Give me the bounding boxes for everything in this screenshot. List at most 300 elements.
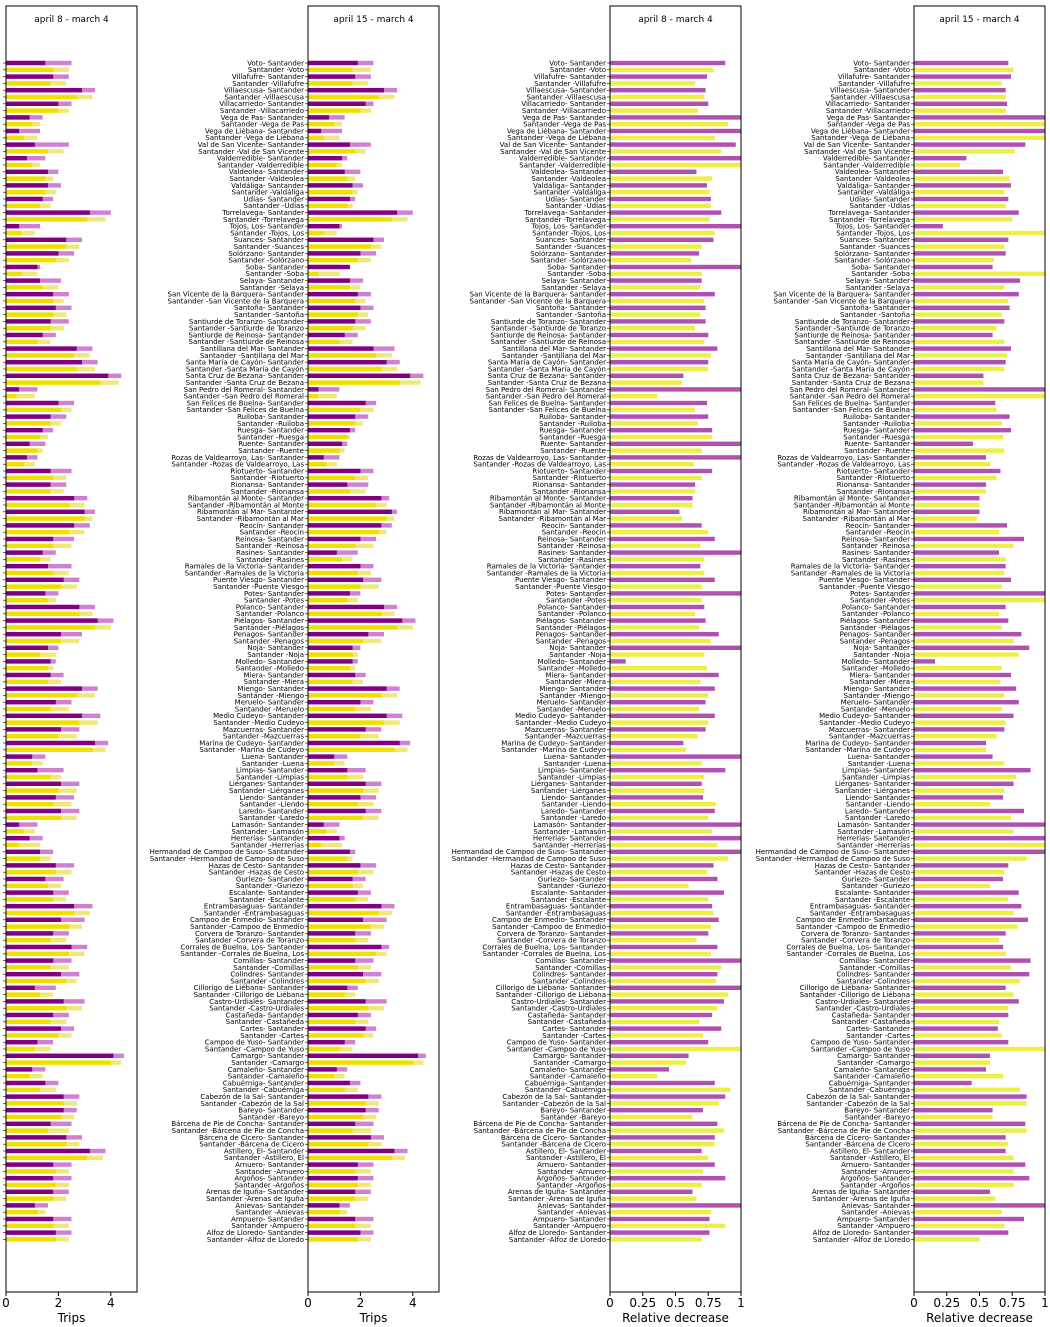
category-label: Valdeolea- Santander [530, 168, 606, 177]
x-tick-label: 0 [2, 1296, 10, 1310]
category-label: Rasines- Santander [841, 549, 910, 557]
bar [308, 136, 324, 140]
bar [610, 1094, 725, 1098]
category-label: Escalante- Santander [531, 889, 606, 897]
bar [6, 734, 58, 738]
category-label: Santander -Rozas de Valdearroyo, Las [171, 460, 304, 469]
category-label: Santa Cruz de Bezana- Santander [185, 372, 304, 381]
bar [914, 102, 1007, 106]
category-label: Santander -Riotuerto [230, 474, 304, 483]
category-label: Santander -Ramales de la Victoria [184, 569, 304, 578]
category-label: Santander -Rionansa [230, 487, 304, 496]
bar [6, 571, 53, 575]
bar [914, 693, 1004, 697]
bar [914, 312, 1002, 316]
bar [914, 1060, 990, 1064]
category-label: Santander -Hermandad de Campoo de Suso [755, 855, 910, 863]
category-label: Santander -Valderredible [519, 161, 606, 170]
category-label: San Vicente de la Barquera- Santander [469, 290, 606, 299]
category-label: Reinosa- Santander [537, 535, 606, 544]
category-label: Ampuero- Santander [533, 1215, 606, 1224]
bar [610, 897, 708, 901]
bar [610, 1210, 711, 1214]
bar [610, 163, 741, 167]
category-label: Tojos, Los- Santander [229, 222, 304, 231]
bar [6, 1067, 32, 1071]
bar [914, 945, 1003, 949]
category-label: Santander -Bárcena de Cicero [199, 1140, 304, 1149]
bar [610, 115, 741, 119]
category-label: Villacarriedo- Santander [219, 100, 304, 109]
category-label: Santander -Ramales de la Victoria [486, 569, 606, 578]
category-label: Meruelo- Santander [234, 698, 304, 707]
bar [6, 632, 61, 636]
category-label: Ruesga- Santander [539, 426, 606, 435]
bar [610, 659, 626, 663]
bar [6, 1128, 48, 1132]
bar [6, 557, 40, 561]
category-label: Santander -Castro-Urdiales [815, 1004, 910, 1013]
bar [914, 537, 1024, 541]
bar [610, 197, 711, 201]
category-label: Santander -Astillero, El [525, 1154, 606, 1163]
category-label: Soba- Santander [547, 263, 606, 272]
bar [6, 476, 53, 480]
bar [308, 312, 358, 316]
bar [6, 625, 95, 629]
category-label: Santander -Tojos, Los [230, 229, 304, 238]
bar [610, 1074, 657, 1078]
bar [914, 550, 999, 554]
bar [914, 68, 1014, 72]
category-label: Santander -Santa María de Cayón [791, 365, 910, 374]
bar [610, 652, 704, 656]
category-label: Santander -Ruesga [237, 433, 304, 442]
bar [610, 924, 711, 928]
category-label: Santander -Villaescusa [224, 93, 304, 102]
category-label: Santander -Luena [543, 759, 606, 768]
category-label: Santander -Penagos [535, 637, 606, 646]
category-label: Noja- Santander [247, 644, 304, 653]
bar [610, 809, 715, 813]
category-label: Lamasón- Santander [837, 821, 910, 829]
bar [308, 448, 339, 452]
category-label: Santander -Potes [850, 596, 910, 605]
bar [308, 578, 363, 582]
bar [610, 829, 712, 833]
category-label: Cabezón de la Sal- Santander [502, 1093, 606, 1101]
bar [914, 108, 1006, 112]
category-label: Santander -Vega de Pas [221, 120, 304, 129]
category-label: Astillero, El- Santander [829, 1147, 910, 1156]
bar [308, 972, 363, 976]
category-label: Colindres- Santander [532, 970, 606, 979]
category-label: Alfoz de Lloredo- Santander [508, 1229, 606, 1237]
bar [610, 639, 711, 643]
category-label: Santander -Guriezo [537, 882, 606, 891]
bar [914, 136, 1045, 140]
category-label: Corrales de Buelna, Los- Santander [180, 943, 304, 952]
bar [6, 265, 37, 269]
category-label: Miengo- Santander [237, 685, 304, 693]
bar [6, 1060, 111, 1064]
bar [914, 503, 980, 507]
category-label: Entrambasaguas- Santander [505, 902, 606, 911]
category-label: Udías- Santander [243, 195, 304, 204]
bar [308, 707, 355, 711]
category-label: Santander -Campoo de Yuso [506, 1045, 606, 1054]
category-label: Santiurde de Reinosa- Santander [490, 331, 606, 340]
category-label: Polanco- Santander [235, 603, 304, 612]
category-label: Entrambasaguas- Santander [203, 902, 304, 911]
bar [610, 782, 702, 786]
category-label: Santander -Medio Cudeyo [213, 719, 304, 727]
category-label: Santander -San Felices de Buelna [792, 406, 910, 415]
category-label: Santander -Suances [233, 243, 304, 251]
bar [308, 156, 342, 160]
bar [610, 306, 706, 310]
bar [6, 231, 22, 235]
bar [6, 591, 45, 595]
category-label: Santander -Santa María de Cayón [487, 365, 606, 374]
bar [6, 238, 66, 242]
bar [610, 992, 728, 996]
bar [610, 1135, 715, 1139]
bar [610, 598, 702, 602]
category-label: Ribamontán al Mar- Santander [498, 508, 606, 517]
bar [914, 367, 1004, 371]
bar [914, 197, 1008, 201]
bar [6, 401, 58, 405]
category-label: Ruiloba- Santander [539, 413, 606, 421]
category-label: Villafufre- Santander [533, 73, 606, 81]
bar [914, 1230, 1008, 1234]
bar [6, 700, 56, 704]
bar [6, 190, 45, 194]
bar [6, 659, 51, 663]
category-label: Santander -Liérganes [530, 787, 606, 795]
bar [610, 401, 707, 405]
category-label: Santander -Vega de Liébana [205, 134, 304, 143]
bar [308, 333, 345, 337]
bar [6, 530, 69, 534]
bar [6, 1094, 64, 1098]
bar [6, 952, 69, 956]
bar [308, 856, 347, 860]
bar [610, 884, 689, 888]
category-label: Santander -Noja [549, 651, 606, 659]
bar [610, 775, 704, 779]
bar [914, 707, 1002, 711]
bar [6, 931, 53, 935]
category-label: Santander -Valderredible [823, 161, 910, 170]
category-label: Cillorigo de Liébana- Santander [193, 984, 304, 993]
bar [6, 1142, 66, 1146]
bar [6, 578, 64, 582]
bar [914, 1149, 1006, 1153]
bar [914, 88, 1006, 92]
category-label: Santander -Valdáliga [533, 188, 606, 197]
bar [610, 537, 715, 541]
category-label: Santander -Astillero, El [829, 1154, 910, 1163]
bar [308, 217, 392, 221]
bar [610, 700, 706, 704]
bar [914, 775, 1016, 779]
bar [914, 1088, 1020, 1092]
bar [308, 401, 366, 405]
category-label: Valdáliga- Santander [231, 181, 304, 190]
category-label: Santander -Rasines [537, 555, 606, 564]
category-label: Santander -Limpias [537, 773, 606, 782]
category-label: Cabuérniga- Santander [222, 1079, 304, 1088]
bar [610, 557, 704, 561]
category-label: Santander -Cabuérniga [222, 1086, 304, 1095]
category-label: Santander -Medio Cudeyo [515, 719, 606, 727]
bar [914, 870, 1004, 874]
bar [6, 421, 51, 425]
bar [914, 421, 1002, 425]
bar [610, 904, 712, 908]
category-label: Santander -Cillorigo de Liébana [495, 991, 606, 999]
category-label: Santander -Cabezón de la Sal [200, 1099, 304, 1108]
bar [6, 176, 45, 180]
bar [6, 81, 51, 85]
bar [914, 1217, 1024, 1221]
bar [610, 870, 707, 874]
bar [610, 958, 741, 962]
category-label: Santander -Mazcuerras [828, 732, 910, 741]
bar [308, 238, 374, 242]
category-label: Santander -Santiurde de Reinosa [188, 338, 304, 347]
category-label: Santillana del Mar- Santander [200, 345, 304, 353]
bar [308, 890, 358, 894]
category-label: Santoña- Santander [234, 304, 304, 313]
bar [308, 958, 355, 962]
bar [914, 156, 966, 160]
bar [610, 523, 702, 527]
category-label: Santander -Cabuérniga [828, 1086, 910, 1095]
bar [914, 639, 1014, 643]
bar [308, 829, 326, 833]
bar [308, 1033, 363, 1037]
category-label: Santa María de Cayón- Santander [791, 358, 910, 367]
bar [308, 605, 384, 609]
bar [6, 183, 48, 187]
bar [6, 95, 77, 99]
category-label: Santander -Torrelavega [223, 215, 304, 224]
bar [6, 945, 72, 949]
bar [6, 822, 19, 826]
bar [308, 1230, 360, 1234]
bar [914, 673, 1011, 677]
category-label: Molledo- Santander [235, 657, 304, 666]
category-label: Campoo de Yuso- Santander [506, 1038, 606, 1047]
bar [308, 1088, 345, 1092]
bar [610, 1142, 715, 1146]
category-label: Suances- Santander [233, 236, 304, 245]
bar [6, 272, 22, 276]
category-label: Santander -Liérganes [834, 787, 910, 795]
bar [6, 544, 53, 548]
category-label: Santander -Villaescusa [526, 93, 606, 102]
bar [914, 1067, 986, 1071]
bar [6, 1224, 53, 1228]
bar [6, 503, 69, 507]
bar [610, 999, 724, 1003]
bar [308, 986, 347, 990]
bar [6, 680, 48, 684]
bar [914, 81, 1002, 85]
bar [308, 1054, 418, 1058]
bar [6, 924, 69, 928]
chart-title: april 15 - march 4 [939, 15, 1020, 25]
bar [308, 102, 366, 106]
category-label: Guriezo- Santander [537, 875, 606, 884]
category-label: Penagos- Santander [233, 630, 304, 639]
category-label: Udías- Santander [545, 195, 606, 204]
bar [914, 380, 983, 384]
category-label: Colindres- Santander [230, 970, 304, 979]
category-label: Vega de Pas- Santander [220, 113, 304, 122]
category-label: Santander -Solórzano [834, 256, 910, 265]
bar [308, 489, 350, 493]
bar [6, 972, 61, 976]
bar [914, 809, 1024, 813]
category-label: Hermandad de Campoo de Suso- Santander [755, 848, 910, 857]
bar [6, 394, 16, 398]
bar [610, 380, 682, 384]
bar [914, 1156, 1014, 1160]
category-label: Santander -Noja [247, 651, 304, 659]
category-label: Bárcena de Cicero- Santander [804, 1133, 910, 1142]
bar [914, 408, 997, 412]
bar [914, 972, 1029, 976]
bar [308, 523, 381, 527]
category-label: Santander -Ramales de la Victoria [790, 569, 910, 578]
bar [914, 401, 995, 405]
category-label: Santander -Comillas [839, 963, 910, 972]
category-label: Ruesga- Santander [843, 426, 910, 435]
bar [6, 748, 92, 752]
category-label: Santoña- Santander [536, 304, 606, 313]
bar [308, 1183, 358, 1187]
bar [6, 1033, 58, 1037]
category-label: Santiurde de Toranzo- Santander [490, 317, 606, 326]
bar [308, 204, 347, 208]
bar [308, 884, 353, 888]
category-label: Santander -Corvera de Toranzo [195, 936, 304, 945]
category-label: Rasines- Santander [537, 549, 606, 557]
bar [914, 61, 1008, 65]
category-label: Santander -Cillorigo de Liébana [799, 991, 910, 999]
category-label: Ramales de la Victoria- Santander [790, 562, 910, 571]
bar [308, 1135, 371, 1139]
bar [6, 360, 82, 364]
category-label: Cillorigo de Liébana- Santander [799, 984, 910, 993]
bar [308, 965, 358, 969]
bar [914, 938, 999, 942]
bar [308, 1162, 358, 1166]
bar [914, 115, 1045, 119]
bar [6, 1020, 51, 1024]
bar [6, 673, 51, 677]
bar [914, 754, 993, 758]
bar [308, 714, 387, 718]
bar [914, 714, 1014, 718]
bar [308, 197, 350, 201]
category-label: Castro-Urdiales- Santander [511, 997, 606, 1006]
category-label: Reinosa- Santander [235, 535, 304, 544]
bar [914, 428, 1011, 432]
category-label: Santander -San Vicente de la Barquera [469, 297, 606, 306]
bar [6, 829, 24, 833]
bar [914, 612, 999, 616]
category-label: Santander -Ruente [844, 447, 910, 455]
category-label: Camaleño- Santander [529, 1065, 606, 1074]
category-label: Piélagos- Santander [234, 617, 304, 625]
category-label: Val de San Vicente- Santander [499, 141, 606, 149]
bar [308, 822, 324, 826]
category-label: Santander -Ruiloba [237, 419, 304, 428]
bar [914, 618, 1008, 622]
category-label: Santander -Noja [853, 651, 910, 659]
bar [914, 557, 1006, 561]
bar [308, 680, 353, 684]
bar [308, 877, 353, 881]
bar [610, 292, 715, 296]
bar [6, 666, 48, 670]
x-axis-label: Relative decrease [622, 1311, 729, 1325]
bar [308, 700, 360, 704]
bar [610, 938, 696, 942]
bar [6, 122, 32, 126]
bar [914, 782, 1014, 786]
category-label: Santander -Udías [243, 202, 304, 211]
category-label: Santander -Luena [847, 759, 910, 768]
bar [914, 353, 1007, 357]
category-label: Selaya- Santander [541, 277, 606, 285]
bar [308, 346, 374, 350]
category-label: Santander -Entrambasaguas [809, 909, 910, 918]
bar [914, 802, 990, 806]
category-label: Noja- Santander [853, 644, 910, 653]
bar [6, 115, 30, 119]
category-label: Santander -Val de San Vicente [804, 147, 910, 156]
bar [308, 1217, 355, 1221]
category-label: Santander -San Pedro del Romeral [183, 392, 304, 401]
category-label: Santander -Vega de Pas [523, 120, 606, 129]
bar [610, 299, 704, 303]
chart-title: april 8 - march 4 [34, 15, 109, 25]
category-label: Santander -Anievas [841, 1208, 910, 1217]
category-label: Miera- Santander [849, 671, 910, 680]
bar [308, 176, 347, 180]
bar [914, 489, 986, 493]
category-label: Santander -Selaya [541, 283, 606, 292]
bar [6, 707, 51, 711]
category-label: Santander -Laredo [541, 814, 606, 823]
category-label: Santander -Bareyo [238, 1113, 304, 1122]
category-label: Santa María de Cayón- Santander [185, 358, 304, 367]
bar [914, 1190, 990, 1194]
bar [6, 999, 64, 1003]
category-label: Santander -Castañeda [527, 1018, 606, 1027]
category-label: Santander -Ruente [540, 447, 606, 455]
category-label: Santander -Val de San Vicente [198, 147, 304, 156]
category-label: Arnuero- Santander [841, 1161, 910, 1169]
bar [914, 1135, 1006, 1139]
bar [914, 646, 1029, 650]
